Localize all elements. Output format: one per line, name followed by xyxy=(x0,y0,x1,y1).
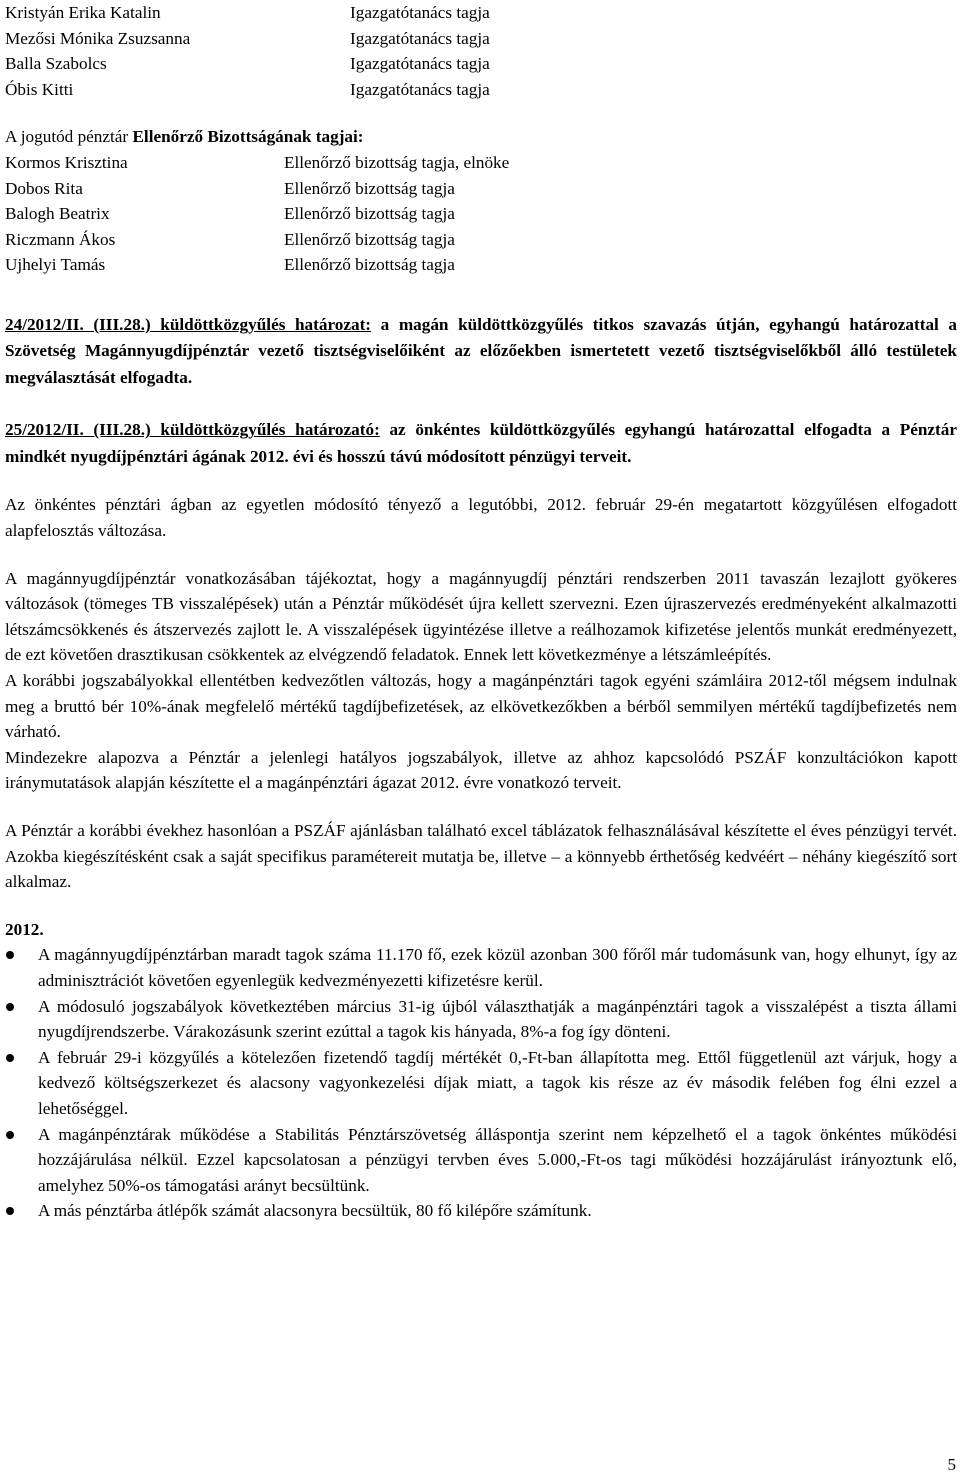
member-name: Ujhelyi Tamás xyxy=(5,255,106,275)
bullet-icon xyxy=(6,1131,14,1139)
member-role: Ellenőrző bizottság tagja xyxy=(284,204,455,224)
list-item xyxy=(5,1122,957,1199)
resolution-25-label: 25/2012/II. (III.28.) küldöttközgyűlés határozató: xyxy=(5,420,380,440)
bullet-icon xyxy=(6,1054,14,1062)
resolution-25 xyxy=(5,417,957,470)
list-item-text: A módosuló jogszabályok következtében március 31-ig újból választhatják a magánpénztári tagok a visszalépést a tiszta állami nyugdíjrendszerbe. Várakozásunk szerint ezúttal a tagok kis hányada, 8%-a fog így dönteni. xyxy=(38,996,957,1042)
resolution-25-text: az önkéntes küldöttközgyűlés egyhangú határozattal elfogadta a Pénztár mindkét nyugdíjpénztári ágának 2012. évi és hosszú távú módosított pénzügyi terveit. xyxy=(5,420,958,466)
list-item xyxy=(5,942,957,993)
board-members-list xyxy=(5,0,957,102)
paragraph-pszaf-tables: A Pénztár a korábbi évekhez hasonlóan a PSZÁF ajánlásban található excel táblázatok felhasználásával készítette el éves pénzügyi tervét. Azokba kiegészítésként csak a saját specifikus paramétereit mutatja be, illetve – a könnyebb érthetőség kedvéért – néhány kiegészítő sort alkalmaz. xyxy=(5,820,957,892)
board-member-row xyxy=(5,26,957,52)
member-role: Igazgatótanács tagja xyxy=(350,28,490,48)
list-item-text: A magánnyugdíjpénztárban maradt tagok száma 11.170 fő, ezek közül azonban 300 főről már tudomásunk van, hogy elhunyt, így az adminisztrációt követően egyenlegük kedvezményezetti kifizetésre kerül. xyxy=(38,945,957,990)
supervisory-board-section xyxy=(5,124,957,278)
supervisory-member-row xyxy=(5,150,957,176)
member-role: Igazgatótanács tagja xyxy=(350,79,490,99)
year-bullet-list xyxy=(5,942,957,1224)
member-name: Riczmann Ákos xyxy=(5,229,116,249)
member-name: Óbis Kitti xyxy=(5,79,74,99)
member-name: Dobos Rita xyxy=(5,178,83,198)
member-role: Igazgatótanács tagja xyxy=(350,54,490,74)
board-member-row xyxy=(5,51,957,77)
resolution-24-label: 24/2012/II. (III.28.) küldöttközgyűlés határozat: xyxy=(5,314,372,334)
member-name: Balogh Beatrix xyxy=(5,204,110,224)
supervisory-member-row xyxy=(5,252,957,278)
member-name: Kristyán Erika Katalin xyxy=(5,3,161,22)
list-item-text: A magánpénztárak működése a Stabilitás Pénztárszövetség álláspontja szerint nem képzelhető el a tagok önkéntes működési hozzájárulása nélkül. Ezzel kapcsolatosan a pénzügyi tervben éves 5.000,-Ft-os tagi működési hozzájárulást irányoztunk elő, amelyhez 50%-os támogatási arányt becsültünk. xyxy=(38,1124,957,1195)
member-name: Balla Szabolcs xyxy=(5,54,107,74)
year-heading: 2012. xyxy=(5,919,44,939)
board-member-row xyxy=(5,0,957,26)
supervisory-member-row xyxy=(5,201,957,227)
document-page xyxy=(5,0,957,1224)
list-item-text: A február 29-i közgyűlés a kötelezően fizetendő tagdíj mértékét 0,-Ft-ban állapította meg. Ettől függetlenül azt várjuk, hogy a kedvező költségszerkezet és alacsony vagyonkezelési díjak miatt, a tagok kis része az év második felében fog élni ezzel a lehetőséggel. xyxy=(38,1047,957,1118)
bullet-icon xyxy=(6,1207,14,1215)
paragraph-voluntary-branch: Az önkéntes pénztári ágban az egyetlen módosító tényező a legutóbbi, 2012. február 29-én megatartott közgyűlésen elfogadott alapfelosztás változása. xyxy=(5,495,957,541)
list-item xyxy=(5,994,957,1045)
supervisory-heading xyxy=(5,124,957,150)
year-section xyxy=(5,917,957,1224)
supervisory-heading-plain: A jogutód pénztár xyxy=(5,127,133,147)
member-name: Kormos Krisztina xyxy=(5,152,128,172)
list-item xyxy=(5,1045,957,1122)
member-role: Ellenőrző bizottság tagja xyxy=(284,178,455,198)
member-role: Igazgatótanács tagja xyxy=(350,3,490,22)
member-role: Ellenőrző bizottság tagja xyxy=(284,229,455,249)
supervisory-member-row xyxy=(5,176,957,202)
bullet-icon xyxy=(6,951,14,959)
paragraph-plans-basis: Mindezekre alapozva a Pénztár a jelenlegi hatályos jogszabályok, illetve az ahhoz kapcsolódó PSZÁF konzultációkon kapott iránymutatások alapján készítette el a magánpénztári ágazat 2012. évre vonatkozó terveit. xyxy=(5,747,957,793)
list-item-text: A más pénztárba átlépők számát alacsonyra becsültük, 80 fő kilépőre számítunk. xyxy=(38,1201,592,1221)
list-item xyxy=(5,1198,957,1224)
resolution-24-text: a magán küldöttközgyűlés titkos szavazás útján, egyhangú határozattal a Szövetség Magánnyugdíjpénztár vezető tisztségviselőiként az előzőekben ismertetett vezető tisztségviselőkből álló testületek megválasztását elfogadta. xyxy=(5,314,958,387)
resolution-24 xyxy=(5,312,957,392)
bullet-icon xyxy=(6,1003,14,1011)
paragraph-regulation-change: A korábbi jogszabályokkal ellentétben kedvezőtlen változás, hogy a magánpénztári tagok egyéni számláira 2012-től mégsem indulnak meg a bruttó bér 10%-ának megfelelő mértékű tagdíjbefizetések, az elkövetkezőkben a bérből semmilyen mértékű tagdíjbefizetés nem várható. xyxy=(5,671,957,742)
supervisory-member-row xyxy=(5,227,957,253)
member-role: Ellenőrző bizottság tagja xyxy=(284,255,455,275)
supervisory-heading-bold: Ellenőrző Bizottságának tagjai: xyxy=(132,127,364,147)
board-member-row xyxy=(5,77,957,103)
member-role: Ellenőrző bizottság tagja, elnöke xyxy=(284,152,510,172)
member-name: Mezősi Mónika Zsuzsanna xyxy=(5,28,191,48)
paragraph-private-fund-info: A magánnyugdíjpénztár vonatkozásában tájékoztat, hogy a magánnyugdíj pénztári rendszerben 2011 tavaszán lezajlott gyökeres változások (tömeges TB visszalépések) után a Pénztár működését újra kellett szervezni. Ezen újraszervezés eredményeként alkalmazotti létszámcsökkenés és átszervezés zajlott le. A visszalépések ügyintézése illetve a reálhozamok kifizetése jelentős munkát eredményezett, de ezt követően drasztikusan csökkentek az elvégzendő feladatok. Ennek lett következménye a létszámleépítés. xyxy=(5,568,957,665)
page-number: 5 xyxy=(947,1455,956,1474)
